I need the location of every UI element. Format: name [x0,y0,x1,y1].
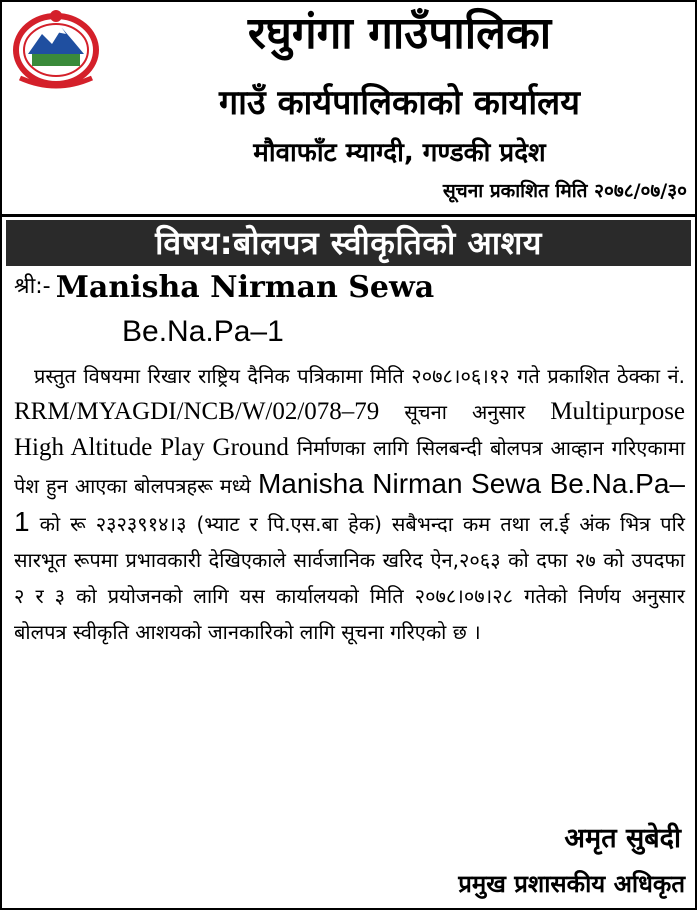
bidder-name: Manisha Nirman Sewa Be.Na.Pa–1 [14,468,685,537]
notice-date: सूचना प्रकाशित मिति २०७८/०७/३० [442,180,687,202]
recipient-line [14,270,434,305]
body-text-3: निर्माणका लागि सिलबन्दी बोलपत्र आव्हान गरिएकामा पेश हुन आएका बोलपत्रहरू मध्ये [14,436,685,498]
header-divider [2,214,695,217]
recipient-location: Be.Na.Pa–1 [122,315,284,348]
notice-body [14,358,685,650]
municipality-title: रघुगंगा गाउँपालिका [247,8,552,59]
recipient-honorific: श्री:- [14,274,51,299]
office-subtitle: गाउँ कार्यपालिकाको कार्यालय [219,83,580,123]
body-text-1: प्रस्तुत विषयमा रिखार राष्ट्रिय दैनिक पत्रिकामा मिति २०७८।०६।१२ गते प्रकाशित ठेक्का नं. [34,364,685,388]
nepal-emblem-icon [10,8,102,90]
signer-name: अमृत सुबेदी [564,823,681,854]
subject-banner: विषय:बोलपत्र स्वीकृतिको आशय [6,220,691,266]
recipient-name: Manisha Nirman Sewa [55,270,435,305]
project-name: Multipurpose High Altitude Play Ground [14,398,686,461]
office-address: मौवाफाँट म्याग्दी, गण्डकी प्रदेश [253,138,546,168]
body-text-4: को रू २३२३९१४।३ (भ्याट र पि.एस.बा हेक) सबैभन्दा कम तथा ल.ई अंक भित्र परि सारभूत रूपमा प्रभावकारी देखिएकाले सार्वजानिक खरिद ऐन,२०६३ को दफा २७ को उपदफा २ र ३ को प्रयोजनको लागि यस कार्यालयको मिति २०७८।०७।२८ गतेको निर्णय अनुसार बोलपत्र स्वीकृति आशयको जानकारिको लागि सूचना गरिएको छ । [14,512,685,644]
body-text-2: सूचना अनुसार [404,400,526,424]
contract-number: RRM/MYAGDI/NCB/W/02/078–79 [14,398,380,425]
signer-title: प्रमुख प्रशासकीय अधिकृत [458,870,685,898]
